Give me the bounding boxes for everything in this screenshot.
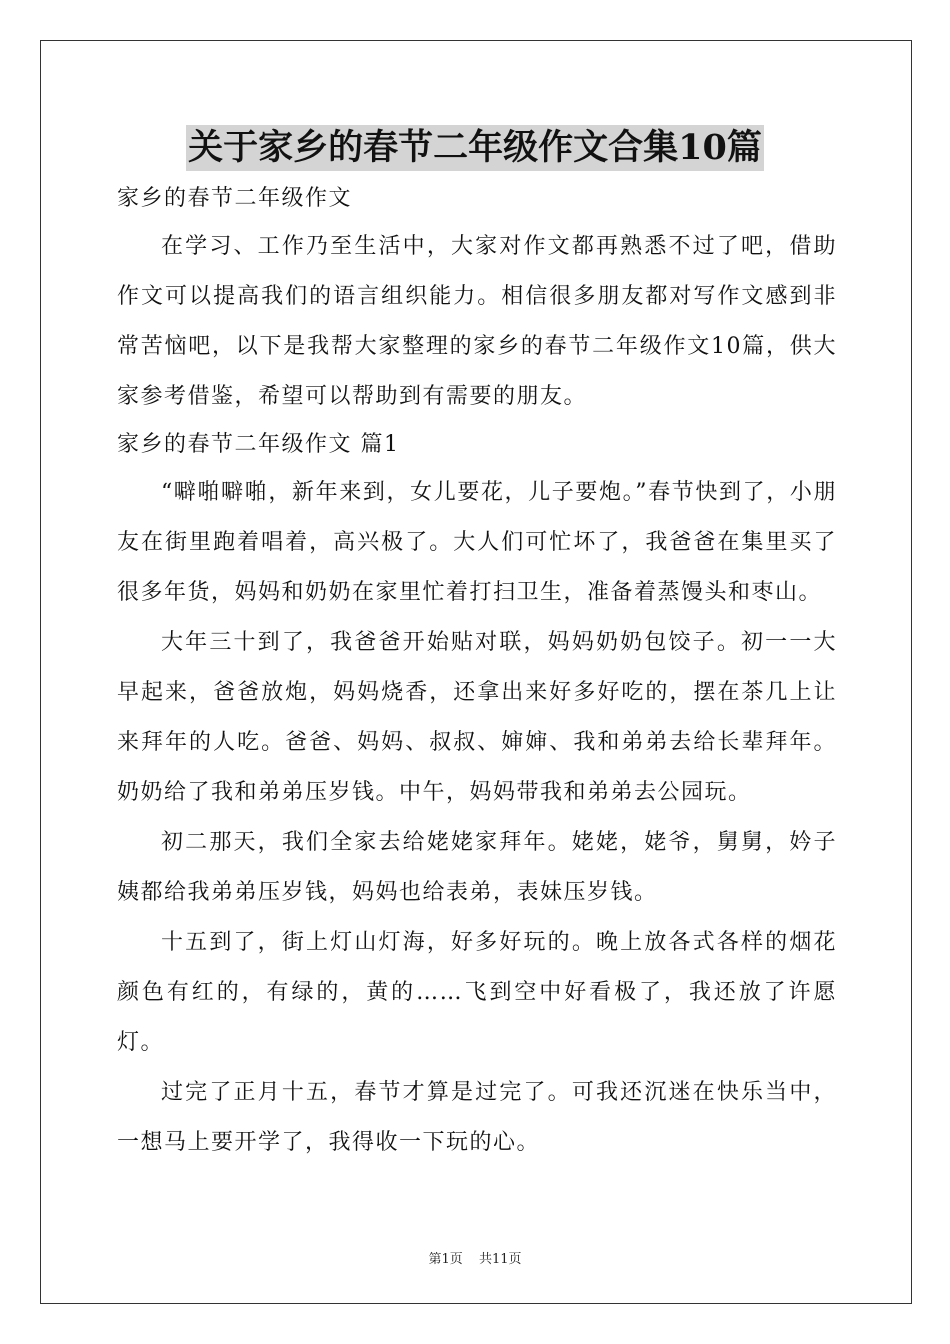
document-title: 关于家乡的春节二年级作文合集10篇 xyxy=(186,125,764,171)
body-paragraph: 过完了正月十五，春节才算是过完了。可我还沉迷在快乐当中，一想马上要开学了，我得收一下玩的心。 xyxy=(117,1080,837,1155)
body-paragraph: 大年三十到了，我爸爸开始贴对联，妈妈奶奶包饺子。初一一大早起来，爸爸放炮，妈妈烧香，还拿出来好多好吃的，摆在茶几上让来拜年的人吃。爸爸、妈妈、叔叔、婶婶、我和弟弟去给长辈拜年。奶奶给了我和弟弟压岁钱。中午，妈妈带我和弟弟去公园玩。 xyxy=(117,630,837,805)
intro-heading: 家乡的春节二年级作文 xyxy=(117,186,353,211)
page-footer xyxy=(0,1248,950,1267)
body-paragraph: 十五到了，街上灯山灯海，好多好玩的。晚上放各式各样的烟花颜色有红的，有绿的，黄的……飞到空中好看极了，我还放了许愿灯。 xyxy=(117,930,837,1055)
title-container xyxy=(0,125,950,171)
page-number: 第1页 xyxy=(428,1252,463,1267)
body-paragraph: 初二那天，我们全家去给姥姥家拜年。姥姥，姥爷，舅舅，妗子姨都给我弟弟压岁钱，妈妈也给表弟，表妹压岁钱。 xyxy=(117,830,837,905)
section-heading: 家乡的春节二年级作文 篇1 xyxy=(117,432,400,457)
document-body xyxy=(117,176,837,1168)
intro-paragraph: 在学习、工作乃至生活中，大家对作文都再熟悉不过了吧，借助作文可以提高我们的语言组织能力。相信很多朋友都对写作文感到非常苦恼吧，以下是我帮大家整理的家乡的春节二年级作文10篇，供大家参考借鉴，希望可以帮助到有需要的朋友。 xyxy=(117,234,837,409)
body-paragraph: “噼啪噼啪，新年来到，女儿要花，儿子要炮。”春节快到了，小朋友在街里跑着唱着，高兴极了。大人们可忙坏了，我爸爸在集里买了很多年货，妈妈和奶奶在家里忙着打扫卫生，准备着蒸馒头和枣山。 xyxy=(117,480,837,605)
page-total: 共11页 xyxy=(478,1252,522,1267)
